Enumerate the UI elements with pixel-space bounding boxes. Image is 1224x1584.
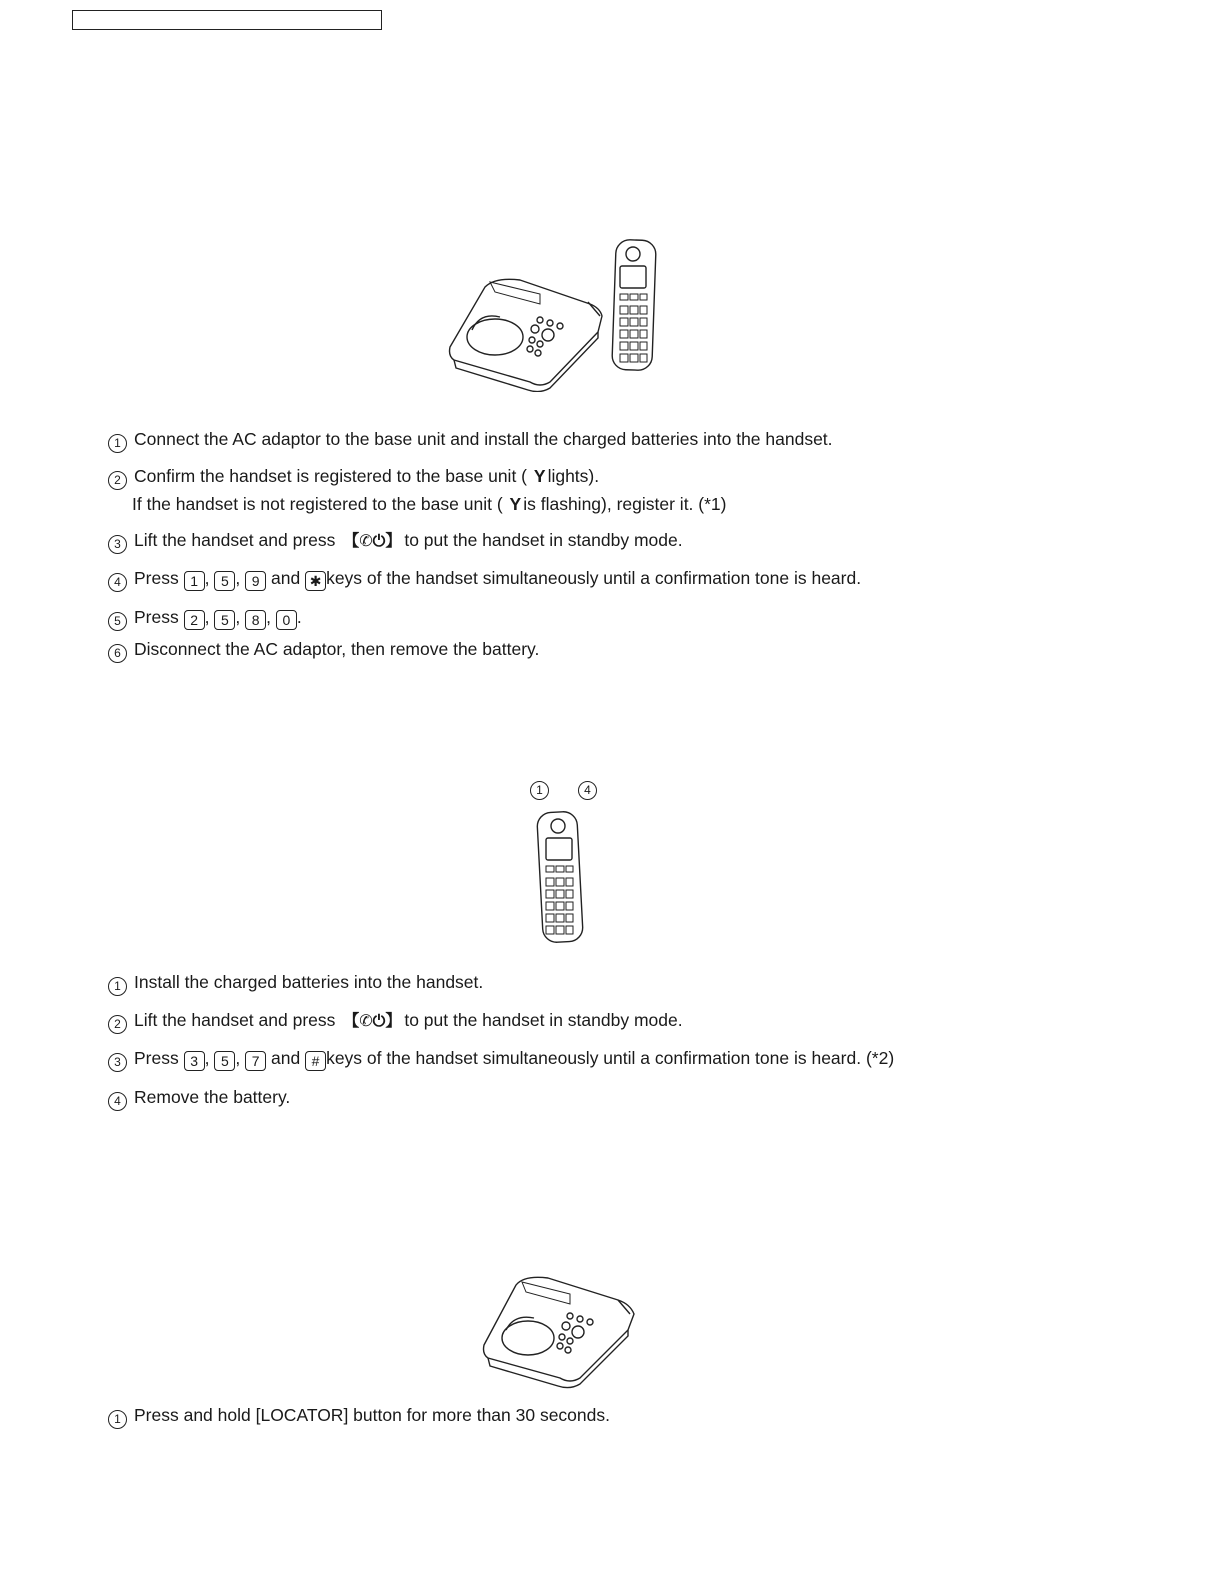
step-text-b: keys of the handset simultaneously until a confirmation tone is heard. (*2) bbox=[326, 1048, 895, 1068]
comma: , bbox=[204, 1048, 210, 1068]
and-text: and bbox=[270, 568, 301, 588]
step-text: Connect the AC adaptor to the base unit and install the charged batteries into the handset. bbox=[134, 429, 833, 449]
handset-illustration bbox=[530, 808, 590, 948]
step-number: 1 bbox=[108, 434, 127, 453]
s1-step-2-line2 bbox=[132, 493, 726, 515]
base-unit-illustration bbox=[478, 1270, 648, 1390]
key-2: 2 bbox=[184, 610, 205, 630]
step-number: 3 bbox=[108, 535, 127, 554]
step-text-a: If the handset is not registered to the base unit ( bbox=[132, 494, 503, 514]
figure-label-4: 4 bbox=[578, 781, 597, 800]
comma: , bbox=[204, 568, 210, 588]
s3-step-1 bbox=[108, 1404, 610, 1429]
comma: , bbox=[235, 568, 241, 588]
base-and-handset-figure bbox=[440, 232, 680, 392]
base-unit-figure bbox=[478, 1270, 648, 1390]
comma: , bbox=[235, 607, 241, 627]
s2-step-2 bbox=[108, 1009, 683, 1034]
key-5: 5 bbox=[214, 610, 235, 630]
s1-step-2 bbox=[108, 465, 599, 490]
and-text: and bbox=[270, 1048, 301, 1068]
key-hash: # bbox=[305, 1051, 326, 1071]
key-0: 0 bbox=[276, 610, 297, 630]
s2-step-1 bbox=[108, 971, 483, 996]
step-text: Disconnect the AC adaptor, then remove the battery. bbox=[134, 639, 540, 659]
key-1: 1 bbox=[184, 571, 205, 591]
s1-step-1 bbox=[108, 428, 833, 453]
step-number: 6 bbox=[108, 644, 127, 663]
step-text-a: Press bbox=[134, 1048, 179, 1068]
key-7: 7 bbox=[245, 1051, 266, 1071]
step-text-a: Confirm the handset is registered to the base unit ( bbox=[134, 466, 527, 486]
step-text-b: keys of the handset simultaneously until a confirmation tone is heard. bbox=[326, 568, 862, 588]
step-text-b: to put the handset in standby mode. bbox=[404, 1010, 683, 1030]
step-number: 2 bbox=[108, 471, 127, 490]
step-text-a: Lift the handset and press bbox=[134, 530, 336, 550]
step-text-a: Lift the handset and press bbox=[134, 1010, 336, 1030]
step-text-b: to put the handset in standby mode. bbox=[404, 530, 683, 550]
comma: , bbox=[204, 607, 210, 627]
base-handset-illustration bbox=[440, 232, 680, 392]
step-number: 4 bbox=[108, 573, 127, 592]
step-number: 1 bbox=[108, 977, 127, 996]
s1-step-5 bbox=[108, 606, 302, 631]
key-5: 5 bbox=[214, 1051, 235, 1071]
step-number: 2 bbox=[108, 1015, 127, 1034]
key-5: 5 bbox=[214, 571, 235, 591]
step-text: Remove the battery. bbox=[134, 1087, 291, 1107]
step-number: 4 bbox=[108, 1092, 127, 1111]
key-3: 3 bbox=[184, 1051, 205, 1071]
header-box bbox=[72, 10, 382, 30]
s2-step-3 bbox=[108, 1047, 894, 1072]
comma: , bbox=[235, 1048, 241, 1068]
step-text-b: lights). bbox=[547, 466, 600, 486]
antenna-icon: Y bbox=[533, 466, 546, 486]
key-8: 8 bbox=[245, 610, 266, 630]
step-number: 1 bbox=[108, 1410, 127, 1429]
step-text: Install the charged batteries into the handset. bbox=[134, 972, 484, 992]
s1-step-6 bbox=[108, 638, 539, 663]
handset-figure bbox=[530, 808, 590, 948]
antenna-icon: Y bbox=[509, 494, 522, 514]
talk-off-key-icon: 【✆⏻】 bbox=[343, 1013, 402, 1030]
key-star: ✱ bbox=[305, 571, 326, 591]
key-9: 9 bbox=[245, 571, 266, 591]
step-text-a: Press bbox=[134, 607, 179, 627]
s1-step-4 bbox=[108, 567, 861, 592]
comma: , bbox=[266, 607, 271, 627]
period: . bbox=[296, 607, 302, 627]
figure-label-1: 1 bbox=[530, 781, 549, 800]
s2-step-4 bbox=[108, 1086, 290, 1111]
step-text-a: Press bbox=[134, 568, 179, 588]
step-number: 3 bbox=[108, 1053, 127, 1072]
s1-step-3 bbox=[108, 529, 683, 554]
step-text: Press and hold [LOCATOR] button for more than 30 seconds. bbox=[134, 1405, 610, 1425]
step-number: 5 bbox=[108, 612, 127, 631]
step-text-b: is flashing), register it. (*1) bbox=[523, 494, 727, 514]
talk-off-key-icon: 【✆⏻】 bbox=[343, 533, 402, 550]
